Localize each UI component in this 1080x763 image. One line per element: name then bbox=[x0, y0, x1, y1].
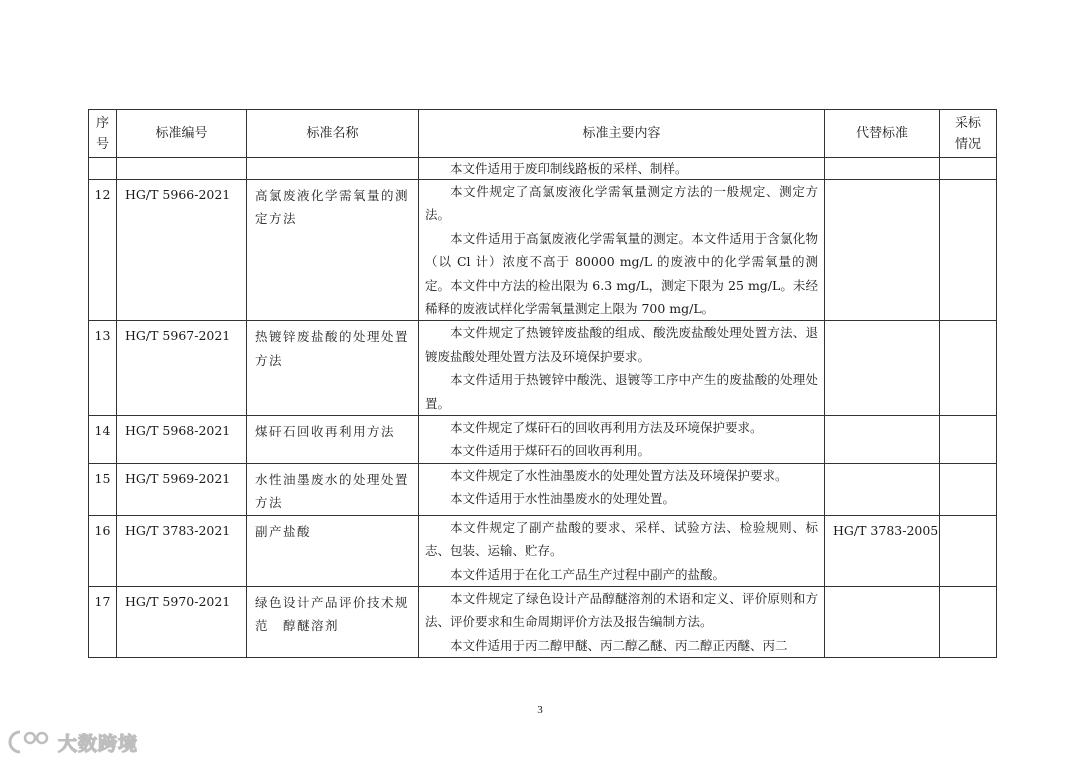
header-code: 标准编号 bbox=[117, 110, 247, 158]
standard-content bbox=[419, 321, 825, 416]
standard-code: HG/T 3783-2021 bbox=[117, 515, 247, 586]
content-paragraph: 本文件适用于丙二醇甲醚、丙二醇乙醚、丙二醇正丙醚、丙二 bbox=[450, 637, 788, 653]
content-paragraph: 本文件适用于高氯废液化学需氧量的测定。本文件适用于含氯化物（以 Cl 计）浓度不高于 80000 mg/L 的废液中的化学需氧量的测定。本文件中方法的检出限为 6.3 mg/L，测定下限为 25 mg/L。未经稀释的废液试样化学需氧量测定上限为 700 mg/L。 bbox=[425, 230, 818, 317]
table-row bbox=[89, 321, 997, 416]
standard-name-text: 副产盐酸 bbox=[255, 523, 312, 539]
table-row bbox=[89, 463, 997, 515]
content-paragraph: 本文件规定了热镀锌废盐酸的组成、酸洗废盐酸处理处置方法、退镀废盐酸处理处置方法及环境保护要求。 bbox=[425, 325, 818, 364]
adoption-status bbox=[940, 463, 997, 515]
standard-name bbox=[247, 586, 419, 657]
header-name: 标准名称 bbox=[247, 110, 419, 158]
standard-name bbox=[247, 416, 419, 464]
replaced-standard: HG/T 3783-2005 bbox=[825, 515, 940, 586]
continuation-text: 本文件适用于废印制线路板的采样、制样。 bbox=[450, 161, 688, 176]
standard-name bbox=[247, 515, 419, 586]
standard-content bbox=[419, 180, 825, 321]
standard-name bbox=[247, 180, 419, 321]
header-adoption: 采标情况 bbox=[940, 110, 997, 158]
replaced-standard bbox=[825, 180, 940, 321]
row-number: 12 bbox=[89, 180, 117, 321]
standard-name bbox=[247, 321, 419, 416]
table-row bbox=[89, 180, 997, 321]
table-header-row bbox=[89, 110, 997, 158]
watermark-logo-icon bbox=[8, 730, 52, 754]
content-paragraph: 本文件适用于煤矸石的回收再利用。 bbox=[450, 443, 651, 459]
standard-name-text: 煤矸石回收再利用方法 bbox=[255, 424, 396, 440]
watermark: 大数跨境 bbox=[8, 728, 138, 756]
content-paragraph: 本文件规定了煤矸石的回收再利用方法及环境保护要求。 bbox=[450, 420, 763, 436]
content-paragraph: 本文件规定了绿色设计产品醇醚溶剂的术语和定义、评价原则和方法、评价要求和生命周期评价方法及报告编制方法。 bbox=[425, 590, 818, 630]
standard-content bbox=[419, 586, 825, 657]
adoption-status bbox=[940, 321, 997, 416]
standard-code: HG/T 5967-2021 bbox=[117, 321, 247, 416]
row-number: 14 bbox=[89, 416, 117, 464]
content-paragraph: 本文件适用于在化工产品生产过程中副产的盐酸。 bbox=[450, 566, 726, 582]
row-number: 16 bbox=[89, 515, 117, 586]
table-row bbox=[89, 586, 997, 657]
replaced-standard bbox=[825, 586, 940, 657]
standard-name-text: 高氯废液化学需氧量的测定方法 bbox=[255, 188, 410, 227]
standards-table bbox=[88, 109, 997, 658]
content-paragraph: 本文件规定了高氯废液化学需氧量测定方法的一般规定、测定方法。 bbox=[425, 184, 818, 223]
header-content: 标准主要内容 bbox=[419, 110, 825, 158]
table-row bbox=[89, 515, 997, 586]
standard-code: HG/T 5968-2021 bbox=[117, 416, 247, 464]
standard-content bbox=[419, 515, 825, 586]
standard-name-text: 绿色设计产品评价技术规范 醇醚溶剂 bbox=[255, 594, 410, 634]
content-paragraph: 本文件规定了副产盐酸的要求、采样、试验方法、检验规则、标志、包装、运输、贮存。 bbox=[425, 519, 818, 559]
standard-name bbox=[247, 463, 419, 515]
adoption-status bbox=[940, 586, 997, 657]
standard-code: HG/T 5969-2021 bbox=[117, 463, 247, 515]
row-number: 17 bbox=[89, 586, 117, 657]
row-number: 13 bbox=[89, 321, 117, 416]
standard-content bbox=[419, 416, 825, 464]
standard-code: HG/T 5966-2021 bbox=[117, 180, 247, 321]
standard-code: HG/T 5970-2021 bbox=[117, 586, 247, 657]
adoption-status bbox=[940, 515, 997, 586]
replaced-standard bbox=[825, 463, 940, 515]
standard-name-text: 热镀锌废盐酸的处理处置方法 bbox=[255, 329, 410, 368]
replaced-standard bbox=[825, 416, 940, 464]
header-no: 序号 bbox=[89, 110, 117, 158]
replaced-standard bbox=[825, 321, 940, 416]
adoption-status bbox=[940, 180, 997, 321]
continuation-row bbox=[89, 158, 997, 180]
adoption-status bbox=[940, 416, 997, 464]
content-paragraph: 本文件适用于水性油墨废水的处理处置。 bbox=[450, 491, 676, 507]
header-replaces: 代替标准 bbox=[825, 110, 940, 158]
standard-content bbox=[419, 463, 825, 515]
standard-name-text: 水性油墨废水的处理处置方法 bbox=[255, 471, 410, 511]
content-paragraph: 本文件规定了水性油墨废水的处理处置方法及环境保护要求。 bbox=[450, 467, 788, 483]
table-row bbox=[89, 416, 997, 464]
content-paragraph: 本文件适用于热镀锌中酸洗、退镀等工序中产生的废盐酸的处理处置。 bbox=[425, 372, 818, 411]
row-number: 15 bbox=[89, 463, 117, 515]
page-number: 3 bbox=[537, 704, 543, 716]
